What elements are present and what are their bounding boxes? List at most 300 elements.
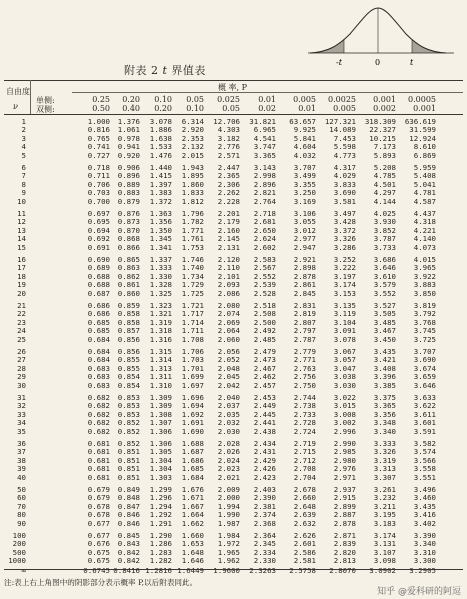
critical-value-cell: 0.688 (87, 271, 110, 281)
critical-value-cell: 1.662 (181, 518, 204, 528)
critical-value-cell: 2.364 (253, 531, 276, 540)
critical-value-cell: 6.869 (413, 150, 436, 160)
critical-value-cell: 0.848 (117, 493, 140, 503)
critical-value-cell: 2.733 (293, 409, 316, 419)
critical-value-cell: 0.681 (87, 447, 110, 457)
critical-value-cell: 4.317 (333, 163, 356, 172)
critical-value-cell: 6.314 (181, 117, 204, 126)
critical-value-cell: 6.965 (253, 125, 276, 135)
critical-value-cell: 2.996 (333, 426, 356, 436)
critical-value-cell: 2.110 (217, 263, 240, 273)
critical-value-cell: 3.012 (293, 225, 316, 235)
critical-value-cell: 1.740 (181, 263, 204, 273)
critical-value-cell: 3.646 (413, 380, 436, 390)
prob-label: 概 率, P (218, 83, 248, 92)
critical-value-cell: 1.994 (217, 501, 240, 511)
double-prob-9: 0.001 (413, 104, 436, 113)
critical-value-cell: 1.696 (181, 393, 204, 402)
single-label: 单侧: (36, 96, 55, 105)
critical-value-cell: 0.683 (87, 372, 110, 382)
critical-value-cell: 2.518 (253, 301, 276, 310)
df-cell: 2 (21, 125, 26, 135)
critical-value-cell: 2.650 (253, 225, 276, 235)
critical-value-cell: 1.685 (181, 464, 204, 474)
df-cell: 38 (17, 455, 26, 465)
critical-value-cell: 2.878 (293, 271, 316, 281)
critical-value-cell: 2.429 (253, 455, 276, 465)
critical-value-cell: 2.976 (333, 464, 356, 474)
critical-value-cell: 1.383 (149, 188, 172, 198)
critical-value-cell: 4.140 (413, 234, 436, 244)
critical-value-cell: 0.685 (87, 317, 110, 327)
critical-value-cell: 0.678 (87, 501, 110, 511)
critical-value-cell: 2.426 (253, 464, 276, 474)
critical-value-cell: 2.820 (333, 547, 356, 557)
df-cell: 17 (17, 263, 26, 273)
critical-value-cell: 2.056 (217, 347, 240, 356)
single-prob-2: 0.10 (154, 95, 172, 104)
critical-value-cell: 1.703 (181, 355, 204, 365)
critical-value-cell: 0.854 (117, 380, 140, 390)
critical-value-cell: 3.591 (413, 426, 436, 436)
critical-value-cell: 2.028 (217, 439, 240, 448)
df-cell: 8 (21, 179, 26, 189)
critical-value-cell: 5.208 (373, 163, 396, 172)
critical-value-cell: 1.290 (149, 531, 172, 540)
critical-value-cell: 2.457 (253, 380, 276, 390)
table-title (124, 62, 206, 78)
critical-value-cell: 3.307 (373, 472, 396, 482)
critical-value-cell: 0.700 (87, 196, 110, 206)
critical-value-cell: 1.330 (149, 271, 172, 281)
critical-value-cell: 1.691 (181, 418, 204, 428)
critical-value-cell: 0.682 (87, 418, 110, 428)
critical-value-cell: 2.896 (253, 179, 276, 189)
title-suffix: 界值表 (171, 64, 206, 77)
critical-value-cell: 2.632 (293, 518, 316, 528)
critical-value-cell: 0.6745 (83, 565, 110, 575)
critical-value-cell: 2.624 (253, 234, 276, 244)
critical-value-cell: 3.792 (413, 309, 436, 319)
double-prob-4: 0.05 (222, 104, 240, 113)
critical-value-cell: 3.428 (333, 217, 356, 227)
critical-value-cell: 2.368 (253, 518, 276, 528)
critical-value-cell: 2.639 (293, 510, 316, 520)
critical-value-cell: 3.055 (293, 217, 316, 227)
critical-value-cell: 0.682 (87, 401, 110, 411)
critical-value-cell: 2.132 (181, 142, 204, 152)
critical-value-cell: 4.781 (413, 188, 436, 198)
critical-value-cell: 2.744 (293, 393, 316, 402)
critical-value-cell: 3.686 (373, 255, 396, 264)
critical-value-cell: 0.862 (117, 271, 140, 281)
critical-value-cell: 1.303 (149, 472, 172, 482)
critical-value-cell: 2.715 (293, 447, 316, 457)
critical-value-cell: 0.692 (87, 234, 110, 244)
critical-value-cell: 3.622 (413, 401, 436, 411)
critical-value-cell: 1.309 (149, 401, 172, 411)
critical-value-cell: 0.686 (87, 301, 110, 310)
critical-value-cell: 2.449 (253, 401, 276, 411)
critical-value-cell: 5.893 (373, 150, 396, 160)
critical-value-cell: 1.771 (181, 225, 204, 235)
critical-value-cell: 2.009 (217, 485, 240, 494)
critical-value-cell: 3.143 (253, 163, 276, 172)
critical-value-cell: 2.921 (293, 255, 316, 264)
critical-value-cell: 0.858 (117, 317, 140, 327)
critical-value-cell: 2.552 (253, 271, 276, 281)
critical-value-cell: 2.353 (181, 133, 204, 143)
critical-value-cell: 0.681 (87, 439, 110, 448)
critical-value-cell: 0.677 (87, 531, 110, 540)
critical-value-cell: 2.334 (253, 547, 276, 557)
critical-value-cell: 1.746 (181, 255, 204, 264)
critical-value-cell: 3.579 (373, 280, 396, 290)
prob-rule (72, 92, 463, 93)
critical-value-cell: 2.887 (333, 510, 356, 520)
single-prob-8: 0.001 (373, 95, 396, 104)
critical-value-cell: 2.037 (217, 401, 240, 411)
critical-value-cell: 2.712 (293, 455, 316, 465)
df-cell: 19 (17, 280, 26, 290)
df-cell: 5 (21, 150, 26, 160)
df-cell: 500 (12, 547, 26, 557)
critical-value-cell: 1.372 (149, 196, 172, 206)
df-cell: 12 (17, 217, 26, 227)
critical-value-cell: 1.646 (181, 556, 204, 566)
critical-value-cell: 3.833 (333, 179, 356, 189)
critical-value-cell: 0.675 (87, 547, 110, 557)
critical-value-cell: 0.846 (117, 518, 140, 528)
critical-value-cell: 3.574 (413, 447, 436, 457)
critical-value-cell: 3.450 (373, 334, 396, 344)
critical-value-cell: 2.839 (333, 539, 356, 549)
critical-value-cell: 0.687 (87, 288, 110, 298)
critical-value-cell: 8.610 (413, 142, 436, 152)
critical-value-cell: 2.5758 (289, 565, 316, 575)
t-distribution-figure (308, 4, 458, 74)
critical-value-cell: 2.374 (253, 510, 276, 520)
critical-value-cell: 3.319 (373, 455, 396, 465)
critical-value-cell: 1.292 (149, 510, 172, 520)
critical-value-cell: 636.619 (404, 117, 436, 126)
critical-value-cell: 1.761 (181, 234, 204, 244)
critical-value-cell: 2.681 (253, 217, 276, 227)
critical-value-cell: 1.697 (181, 380, 204, 390)
critical-value-cell: 0.676 (87, 539, 110, 549)
critical-value-cell: 2.423 (253, 472, 276, 482)
critical-value-cell: 3.601 (413, 418, 436, 428)
critical-value-cell: 2.101 (217, 271, 240, 281)
critical-value-cell: 4.303 (217, 125, 240, 135)
nu-label: ν (13, 102, 18, 111)
df-cell: 80 (17, 510, 26, 520)
critical-value-cell: 3.674 (413, 363, 436, 373)
critical-value-cell: 1.972 (217, 539, 240, 549)
critical-value-cell: 3.222 (333, 263, 356, 273)
critical-value-cell: 0.816 (87, 125, 110, 135)
critical-value-cell: 3.182 (217, 133, 240, 143)
critical-value-cell: 1.283 (149, 547, 172, 557)
critical-value-cell: 4.587 (413, 196, 436, 206)
critical-value-cell: 2.899 (333, 501, 356, 511)
df-cell: 26 (17, 347, 26, 356)
critical-value-cell: 1.294 (149, 501, 172, 511)
critical-value-cell: 2.821 (253, 188, 276, 198)
critical-value-cell: 0.684 (87, 355, 110, 365)
critical-value-cell: 3.421 (373, 355, 396, 365)
df-cell: 22 (17, 309, 26, 319)
critical-value-cell: 0.684 (87, 334, 110, 344)
critical-value-cell: 3.067 (333, 347, 356, 356)
df-cell: 70 (17, 501, 26, 511)
df-cell: 35 (17, 426, 26, 436)
critical-value-cell: 3.038 (333, 372, 356, 382)
critical-value-cell: 2.228 (217, 196, 240, 206)
critical-value-cell: 3.485 (373, 317, 396, 327)
critical-value-cell: 2.445 (253, 409, 276, 419)
critical-value-cell: 3.356 (373, 409, 396, 419)
critical-value-cell: 3.883 (413, 280, 436, 290)
critical-value-cell: 3.008 (333, 409, 356, 419)
critical-value-cell: 0.847 (117, 501, 140, 511)
critical-value-cell: 1.333 (149, 263, 172, 273)
critical-value-cell: 1.701 (181, 363, 204, 373)
zero-label: 0 (375, 58, 381, 67)
critical-value-cell: 2.447 (217, 163, 240, 172)
critical-value-cell: 1.987 (217, 518, 240, 528)
single-prob-6: 0.005 (293, 95, 316, 104)
critical-value-cell: 1.692 (181, 409, 204, 419)
critical-value-cell: 3.396 (373, 372, 396, 382)
df-cell: 34 (17, 418, 26, 428)
critical-value-cell: 0.703 (87, 188, 110, 198)
df-cell: 100 (12, 531, 26, 540)
critical-value-cell: 2.8070 (329, 565, 356, 575)
critical-value-cell: 3.310 (413, 547, 436, 557)
critical-value-cell: 2.032 (217, 418, 240, 428)
critical-value-cell: 0.689 (87, 263, 110, 273)
critical-value-cell: 3.091 (333, 326, 356, 336)
df-cell: 24 (17, 326, 26, 336)
critical-value-cell: 9.925 (293, 125, 316, 135)
critical-value-cell: 3.326 (333, 234, 356, 244)
df-cell: 30 (17, 380, 26, 390)
critical-value-cell: 31.821 (249, 117, 276, 126)
critical-value-cell: 7.453 (333, 133, 356, 143)
critical-value-cell: 1.315 (149, 347, 172, 356)
critical-value-cell: 4.297 (373, 188, 396, 198)
critical-value-cell: 3.047 (333, 363, 356, 373)
critical-value-cell: 3.078 (333, 334, 356, 344)
critical-value-cell: 0.683 (87, 380, 110, 390)
critical-value-cell: 63.657 (289, 117, 316, 126)
critical-value-cell: 0.863 (117, 263, 140, 273)
critical-value-cell: 2.878 (333, 518, 356, 528)
critical-value-cell: 0.866 (117, 242, 140, 252)
critical-value-cell: 0.688 (87, 280, 110, 290)
critical-value-cell: 3.250 (293, 188, 316, 198)
critical-value-cell: 5.598 (333, 142, 356, 152)
critical-value-cell: 2.985 (333, 447, 356, 457)
critical-value-cell: 2.581 (293, 556, 316, 566)
df-cell: 29 (17, 372, 26, 382)
critical-value-cell: 0.855 (117, 363, 140, 373)
critical-value-cell: 4.437 (413, 209, 436, 218)
df-cell: 14 (17, 234, 26, 244)
critical-value-cell: 3.497 (333, 209, 356, 218)
critical-value-cell: 1.305 (149, 447, 172, 457)
critical-value-cell: 1.313 (149, 363, 172, 373)
critical-value-cell: 3.372 (333, 225, 356, 235)
critical-value-cell: 3.690 (413, 355, 436, 365)
critical-value-cell: 3.819 (413, 301, 436, 310)
critical-value-cell: 1.690 (181, 426, 204, 436)
critical-value-cell: 1.653 (181, 539, 204, 549)
critical-value-cell: 2.831 (293, 301, 316, 310)
critical-value-cell: 2.023 (217, 464, 240, 474)
critical-value-cell: 3.690 (333, 188, 356, 198)
critical-value-cell: 3.385 (373, 380, 396, 390)
critical-value-cell: 0.681 (87, 464, 110, 474)
critical-value-cell: 2.797 (293, 326, 316, 336)
df-cell: 23 (17, 317, 26, 327)
critical-value-cell: 3.333 (373, 439, 396, 448)
critical-value-cell: 2.381 (253, 501, 276, 511)
critical-value-cell: 0.846 (117, 510, 140, 520)
df-cell: 10 (17, 196, 26, 206)
critical-value-cell: 3.965 (413, 263, 436, 273)
critical-value-cell: 0.697 (87, 209, 110, 218)
critical-value-cell: 0.859 (117, 301, 140, 310)
critical-value-cell: 1.345 (149, 234, 172, 244)
critical-value-cell: 2.861 (293, 280, 316, 290)
critical-value-cell: 2.648 (293, 501, 316, 511)
critical-value-cell: 1.350 (149, 225, 172, 235)
title-prefix: 附表 2 (124, 64, 159, 77)
critical-value-cell: 1.729 (181, 280, 204, 290)
critical-value-cell: 2.937 (333, 485, 356, 494)
critical-value-cell: 3.030 (333, 380, 356, 390)
double-prob-5: 0.02 (258, 104, 276, 113)
critical-value-cell: 1.708 (181, 334, 204, 344)
critical-value-cell: 1.319 (149, 317, 172, 327)
critical-value-cell: 2.306 (217, 179, 240, 189)
critical-value-cell: 1.684 (181, 472, 204, 482)
df-cell: 4 (21, 142, 26, 152)
critical-value-cell: 1.833 (181, 188, 204, 198)
critical-value-cell: 3.733 (373, 242, 396, 252)
critical-value-cell: 2.779 (293, 347, 316, 356)
critical-value-cell: 3.211 (373, 501, 396, 511)
critical-value-cell: 2.819 (293, 309, 316, 319)
df-cell: 1000 (8, 556, 26, 566)
critical-value-cell: 0.849 (117, 485, 140, 494)
critical-value-cell: 3.611 (413, 409, 436, 419)
df-cell: 15 (17, 242, 26, 252)
critical-value-cell: 2.473 (253, 355, 276, 365)
critical-value-cell: 0.675 (87, 556, 110, 566)
critical-value-cell: 0.679 (87, 485, 110, 494)
critical-value-cell: 2.035 (217, 409, 240, 419)
critical-value-cell: 2.040 (217, 393, 240, 402)
df-cell: 11 (17, 209, 26, 218)
double-prob-2: 0.20 (154, 104, 172, 113)
critical-value-cell: 1.660 (181, 531, 204, 540)
critical-value-cell: 0.896 (117, 171, 140, 181)
critical-value-cell: 2.160 (217, 225, 240, 235)
critical-value-cell: 1.686 (181, 455, 204, 465)
ziyoudu-label: 自由度 (6, 87, 30, 96)
critical-value-cell: 4.604 (293, 142, 316, 152)
critical-value-cell: 2.3263 (249, 565, 276, 575)
critical-value-cell: 2.074 (217, 309, 240, 319)
critical-value-cell: 14.089 (329, 125, 356, 135)
critical-value-cell: 2.708 (293, 464, 316, 474)
double-label: 双侧: (36, 105, 55, 114)
single-prob-0: 0.25 (92, 95, 110, 104)
critical-value-cell: 3.527 (373, 301, 396, 310)
critical-value-cell: 0.765 (87, 133, 110, 143)
critical-value-cell: 1.307 (149, 418, 172, 428)
df-cell: 21 (17, 301, 26, 310)
critical-value-cell: 0.711 (87, 171, 110, 181)
critical-value-cell: 3.326 (373, 447, 396, 457)
critical-value-cell: 3.057 (333, 355, 356, 365)
critical-value-cell: 2.453 (253, 393, 276, 402)
plus-t-label: t (410, 58, 414, 67)
df-cell: 50 (17, 485, 26, 494)
critical-value-cell: 0.684 (87, 347, 110, 356)
minus-t-label: -t (336, 58, 342, 67)
single-prob-5: 0.01 (258, 95, 276, 104)
critical-value-cell: 0.852 (117, 418, 140, 428)
critical-value-cell: 3.552 (373, 288, 396, 298)
critical-value-cell: 4.541 (253, 133, 276, 143)
critical-value-cell: 2.120 (217, 255, 240, 264)
critical-value-cell: 2.977 (293, 234, 316, 244)
critical-value-cell: 0.677 (87, 518, 110, 528)
critical-value-cell: 4.029 (333, 171, 356, 181)
critical-value-cell: 0.851 (117, 472, 140, 482)
critical-value-cell: 0.920 (117, 150, 140, 160)
critical-value-cell: 1.782 (181, 217, 204, 227)
critical-value-cell: 1.337 (149, 255, 172, 264)
critical-value-cell: 0.941 (117, 142, 140, 152)
critical-value-cell: 0.843 (117, 539, 140, 549)
critical-value-cell: 1.711 (181, 326, 204, 336)
critical-value-cell: 2.500 (253, 317, 276, 327)
critical-value-cell: 0.858 (117, 309, 140, 319)
single-prob-3: 0.05 (186, 95, 204, 104)
critical-value-cell: 0.682 (87, 393, 110, 402)
critical-value-cell: 12.706 (213, 117, 240, 126)
critical-value-cell: 1.440 (149, 163, 172, 172)
critical-value-cell: 1.699 (181, 372, 204, 382)
critical-value-cell: 2.330 (253, 556, 276, 566)
critical-value-cell: 0.865 (117, 255, 140, 264)
critical-value-cell: 1.533 (149, 142, 172, 152)
single-prob-9: 0.0005 (408, 95, 436, 104)
single-prob-4: 0.025 (217, 95, 240, 104)
critical-value-cell: 4.032 (293, 150, 316, 160)
critical-value-cell: 0.842 (117, 547, 140, 557)
critical-value-cell: 2.724 (293, 426, 316, 436)
critical-value-cell: 2.704 (293, 472, 316, 482)
critical-value-cell: 1.397 (149, 179, 172, 189)
critical-value-cell: 3.787 (373, 234, 396, 244)
critical-value-cell: 3.402 (413, 518, 436, 528)
